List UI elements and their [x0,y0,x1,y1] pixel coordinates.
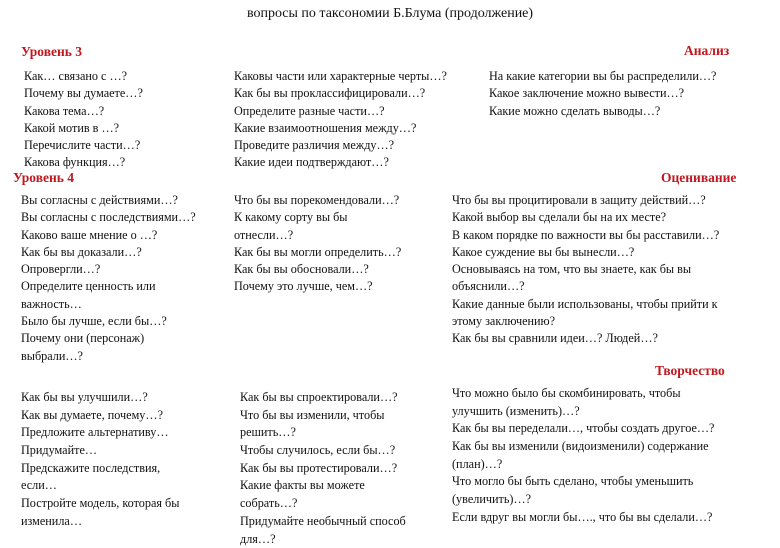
list-item: Как бы вы могли определить…? [234,244,401,261]
list-item: выбрали…? [21,348,196,365]
level3-column-1 [24,68,143,172]
list-item: Какие взаимоотношения между…? [234,120,447,137]
list-item: Что бы вы процитировали в защиту действий…? [452,192,719,209]
list-item: Определите разные части…? [234,103,447,120]
list-item: Вы согласны с действиями…? [21,192,196,209]
creativity-column-2 [240,389,406,548]
level4-category: Оценивание [661,170,736,186]
list-item: для…? [240,531,406,548]
list-item: Придумайте необычный способ [240,513,406,531]
list-item: этому заключению? [452,313,719,330]
list-item: Какие идеи подтверждают…? [234,154,447,171]
list-item: Придумайте… [21,442,179,460]
creativity-column-1 [21,389,179,531]
list-item: Как бы вы протестировали…? [240,460,406,478]
list-item: Как бы вы улучшили…? [21,389,179,407]
list-item: Как бы вы доказали…? [21,244,196,261]
list-item: Что бы вы изменили, чтобы [240,407,406,425]
list-item: Каковы части или характерные черты…? [234,68,447,85]
list-item: Как бы вы переделали…, чтобы создать другое…? [452,420,714,438]
list-item: Почему это лучше, чем…? [234,278,401,295]
list-item: Предложите альтернативу… [21,424,179,442]
list-item: Основываясь на том, что вы знаете, как бы вы [452,261,719,278]
list-item: Предскажите последствия, [21,460,179,478]
list-item: Какой мотив в …? [24,120,143,137]
list-item: если… [21,477,179,495]
list-item: решить…? [240,424,406,442]
page-title: вопросы по таксономии Б.Блума (продолжение) [0,6,780,22]
list-item: Какова функция…? [24,154,143,171]
list-item: Как бы вы изменили (видоизменили) содержание [452,438,714,456]
list-item: (увеличить)…? [452,491,714,509]
list-item: Если вдруг вы могли бы…., что бы вы сделали…? [452,509,714,527]
list-item: Что могло бы быть сделано, чтобы уменьшить [452,473,714,491]
level4-label: Уровень 4 [13,170,74,186]
list-item: важность… [21,296,196,313]
level4-column-3 [452,192,719,348]
list-item: изменила… [21,513,179,531]
list-item: Какое заключение можно вывести…? [489,85,716,102]
list-item: Как бы вы спроектировали…? [240,389,406,407]
list-item: Как бы вы обосновали…? [234,261,401,278]
list-item: Что бы вы порекомендовали…? [234,192,401,209]
list-item: Постройте модель, которая бы [21,495,179,513]
creativity-column-3 [452,385,714,527]
level3-category: Анализ [684,43,729,59]
list-item: Проведите различия между…? [234,137,447,154]
list-item: Какие можно сделать выводы…? [489,103,716,120]
level3-column-3 [489,68,716,120]
list-item: объяснили…? [452,278,719,295]
list-item: Чтобы случилось, если бы…? [240,442,406,460]
list-item: Как бы вы проклассифицировали…? [234,85,447,102]
list-item: Перечислите части…? [24,137,143,154]
list-item: отнесли…? [234,227,401,244]
list-item: Как бы вы сравнили идеи…? Людей…? [452,330,719,347]
list-item: Почему вы думаете…? [24,85,143,102]
list-item: (план)…? [452,456,714,474]
list-item: Как… связано с …? [24,68,143,85]
level3-label: Уровень 3 [21,44,82,60]
list-item: Определите ценность или [21,278,196,295]
list-item: К какому сорту вы бы [234,209,401,226]
list-item: Какой выбор вы сделали бы на их месте? [452,209,719,226]
list-item: Опровергли…? [21,261,196,278]
level4-column-2 [234,192,401,296]
list-item: собрать…? [240,495,406,513]
level4-column-1 [21,192,196,365]
list-item: Какое суждение вы бы вынесли…? [452,244,719,261]
list-item: Было бы лучше, если бы…? [21,313,196,330]
list-item: Вы согласны с последствиями…? [21,209,196,226]
list-item: улучшить (изменить)…? [452,403,714,421]
list-item: В каком порядке по важности вы бы расставили…? [452,227,719,244]
list-item: Каково ваше мнение о …? [21,227,196,244]
list-item: Почему они (персонаж) [21,330,196,347]
list-item: Какие факты вы можете [240,477,406,495]
list-item: Какие данные были использованы, чтобы прийти к [452,296,719,313]
list-item: Что можно было бы скомбинировать, чтобы [452,385,714,403]
creativity-category: Творчество [655,363,725,379]
level3-column-2 [234,68,447,172]
list-item: Как вы думаете, почему…? [21,407,179,425]
list-item: Какова тема…? [24,103,143,120]
list-item: На какие категории вы бы распределили…? [489,68,716,85]
